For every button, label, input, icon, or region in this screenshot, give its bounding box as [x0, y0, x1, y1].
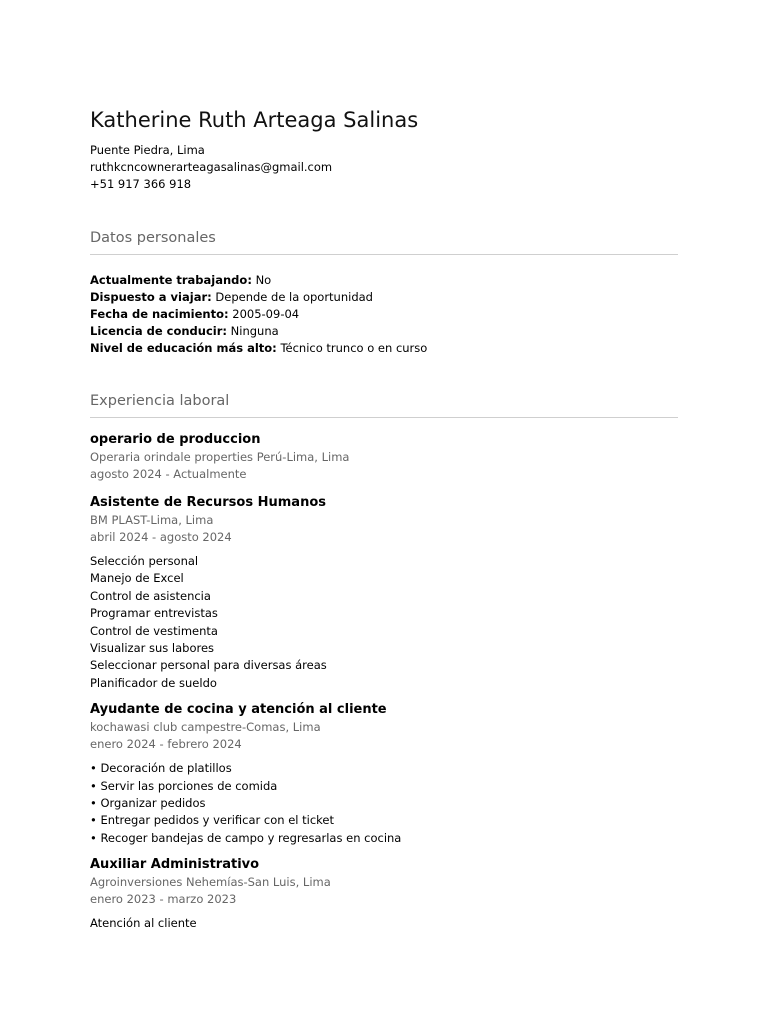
item-label: Licencia de conducir: [90, 324, 227, 338]
item-value: Depende de la oportunidad [215, 290, 373, 304]
job-entry [90, 430, 678, 482]
item-label: Nivel de educación más alto: [90, 341, 277, 355]
description-line: Control de vestimenta [90, 623, 218, 638]
contact-phone: +51 917 366 918 [90, 177, 192, 191]
description-line: Control de asistencia [90, 588, 211, 603]
item-value: Ninguna [230, 324, 279, 338]
description-line: Planificador de sueldo [90, 675, 217, 690]
job-title: Asistente de Recursos Humanos [90, 495, 326, 510]
description-line: • Recoger bandejas de campo y regresarlas en cocina [90, 830, 402, 845]
personal-item-birthdate [90, 306, 678, 323]
personal-item-working [90, 272, 678, 289]
item-label: Fecha de nacimiento: [90, 307, 229, 321]
job-entry [90, 493, 678, 692]
description-line: • Organizar pedidos [90, 796, 206, 811]
job-company: Agroinversiones Nehemías-San Luis, Lima [90, 875, 331, 890]
description-line: Seleccionar personal para diversas áreas [90, 658, 327, 673]
section-title-experience: Experiencia laboral [90, 391, 678, 418]
description-line: • Servir las porciones de comida [90, 778, 278, 793]
job-title: Ayudante de cocina y atención al cliente [90, 702, 387, 718]
job-title: Auxiliar Administrativo [90, 857, 260, 873]
job-entry [90, 700, 678, 847]
personal-item-education [90, 340, 678, 357]
description-line: • Decoración de platillos [90, 761, 232, 776]
description-line: Manejo de Excel [90, 571, 184, 586]
personal-item-license [90, 323, 678, 340]
job-dates: enero 2023 - marzo 2023 [90, 891, 237, 906]
contact-location: Puente Piedra, Lima [90, 143, 205, 157]
contact-email[interactable]: ruthkcncownerarteagasalinas@gmail.com [90, 160, 333, 174]
experience-list [90, 430, 678, 933]
item-label: Actualmente trabajando: [90, 273, 252, 287]
job-entry [90, 855, 678, 932]
section-title-personal: Datos personales [90, 228, 678, 255]
job-dates: enero 2024 - febrero 2024 [90, 736, 242, 751]
candidate-name: Katherine Ruth Arteaga Salinas [90, 108, 419, 132]
job-description [90, 915, 678, 932]
job-dates: abril 2024 - agosto 2024 [90, 529, 232, 544]
item-label: Dispuesto a viajar: [90, 290, 212, 304]
job-company: kochawasi club campestre-Comas, Lima [90, 720, 321, 735]
resume-content [90, 106, 678, 933]
personal-details [90, 272, 678, 357]
description-line: Selección personal [90, 554, 199, 568]
description-line: Atención al cliente [90, 916, 197, 931]
item-value: Técnico trunco o en curso [280, 341, 428, 355]
description-line: • Entregar pedidos y verificar con el ticket [90, 813, 334, 828]
item-value: 2005-09-04 [232, 307, 300, 321]
job-title: operario de produccion [90, 432, 261, 447]
description-line: Programar entrevistas [90, 606, 218, 621]
job-company: BM PLAST-Lima, Lima [90, 513, 214, 527]
item-value: No [255, 273, 272, 287]
job-company: Operaria orindale properties Perú-Lima, Lima [90, 450, 350, 464]
description-line: Visualizar sus labores [90, 641, 215, 656]
job-description [90, 553, 678, 692]
personal-item-travel [90, 289, 678, 306]
job-description [90, 760, 678, 847]
job-dates: agosto 2024 - Actualmente [90, 466, 247, 481]
